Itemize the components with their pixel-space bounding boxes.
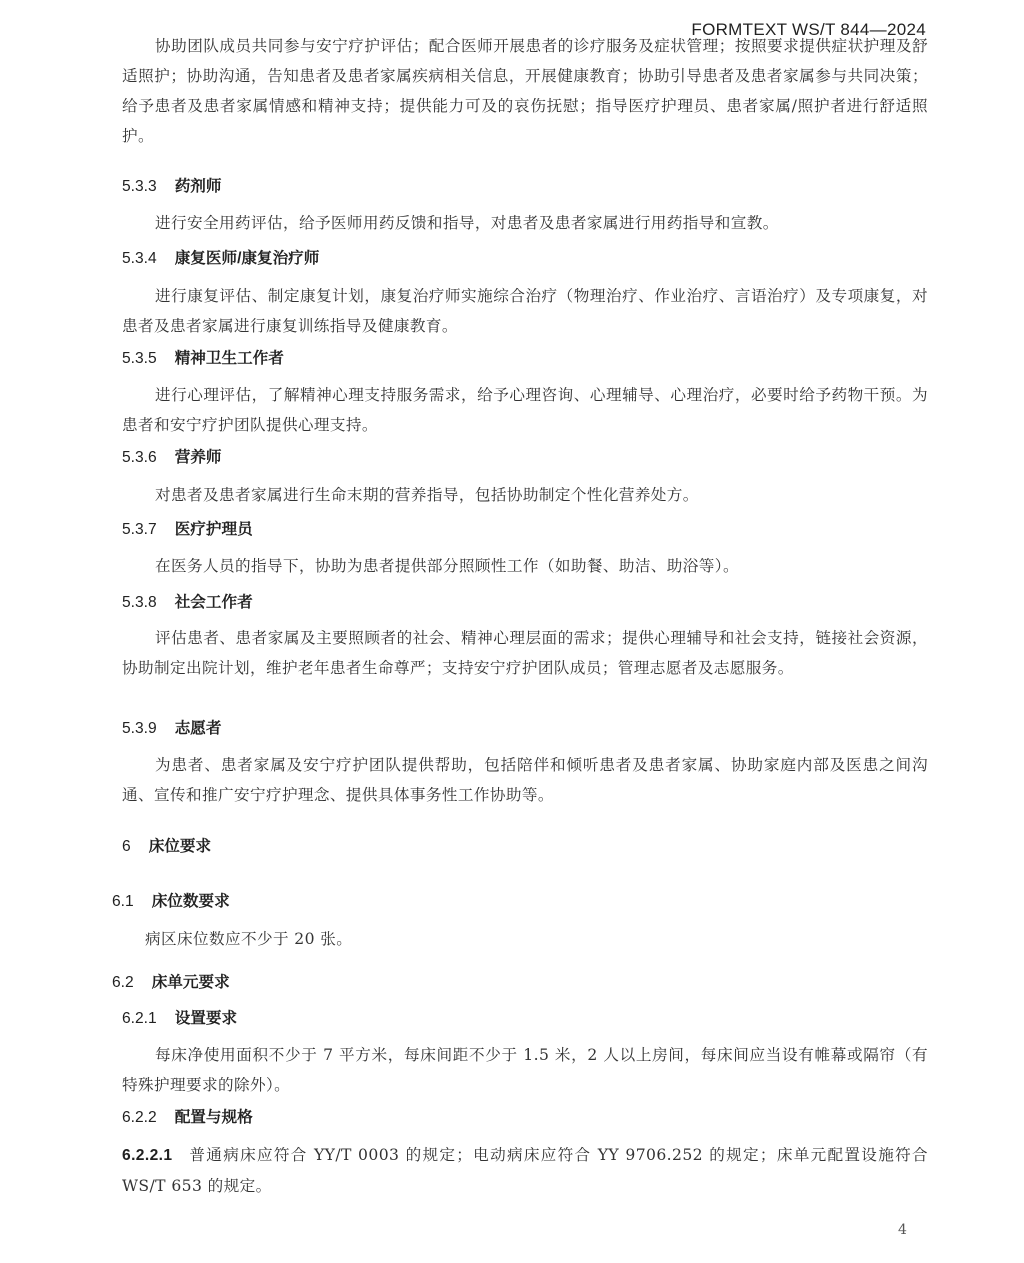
section-number: 5.3.7 [122,521,157,538]
section-heading-5-3-4 [122,247,319,271]
section-title: 精神卫生工作者 [174,350,284,367]
section-body-5-3-3: 进行安全用药评估，给予医师用药反馈和指导，对患者及患者家属进行用药指导和宣教。 [155,214,779,232]
section-number: 5.3.6 [122,449,157,466]
section-heading-6-1 [112,890,230,914]
page-number: 4 [898,1222,907,1238]
section-number: 5.3.4 [122,250,157,267]
section-number: 5.3.9 [122,720,157,737]
chapter-number: 6 [122,838,131,855]
chapter-title: 床位要求 [148,838,212,855]
section-title: 床位数要求 [151,893,230,910]
section-number: 5.3.8 [122,594,157,611]
section-number: 6.2.2 [122,1109,157,1126]
section-title: 康复医师/康复治疗师 [174,250,320,267]
section-body-5-3-4: 进行康复评估、制定康复计划，康复治疗师实施综合治疗（物理治疗、作业治疗、言语治疗）及专项康复，对患者及患者家属进行康复训练指导及健康教育。 [122,287,928,335]
section-number: 5.3.5 [122,350,157,367]
section-number: 6.1 [112,893,134,910]
section-heading-5-3-7 [122,518,253,542]
section-title: 药剂师 [174,178,222,195]
clause-6-2-2-1 [122,1140,928,1201]
section-title: 设置要求 [174,1010,238,1027]
section-heading-6-2 [112,971,230,995]
section-number: 5.3.3 [122,178,157,195]
section-number: 6.2 [112,974,134,991]
section-heading-6-2-2 [122,1106,253,1130]
chapter-heading-6 [122,835,211,859]
section-title: 营养师 [174,449,222,466]
section-body-5-3-6: 对患者及患者家属进行生命末期的营养指导，包括协助制定个性化营养处方。 [155,486,699,504]
section-heading-6-2-1 [122,1007,237,1031]
section-heading-5-3-9 [122,717,221,741]
section-title: 志愿者 [174,720,222,737]
section-body-5-3-8: 评估患者、患者家属及主要照顾者的社会、精神心理层面的需求；提供心理辅导和社会支持，链接社会资源，协助制定出院计划，维护老年患者生命尊严；支持安宁疗护团队成员；管理志愿者及志愿服务。 [122,629,928,677]
section-title: 社会工作者 [174,594,253,611]
clause-text: 普通病床应符合 YY/T 0003 的规定；电动病床应符合 YY 9706.252 的规定；床单元配置设施符合 WS/T 653 的规定。 [122,1146,928,1195]
section-title: 医疗护理员 [174,521,253,538]
section-body-5-3-5: 进行心理评估，了解精神心理支持服务需求，给予心理咨询、心理辅导、心理治疗，必要时给予药物干预。为患者和安宁疗护团队提供心理支持。 [122,386,928,434]
clause-number: 6.2.2.1 [122,1147,173,1164]
document-code-header: FORMTEXT WS/T 844—2024 [691,20,926,39]
section-body-6-2-1: 每床净使用面积不少于 7 平方米，每床间距不少于 1.5 米，2 人以上房间，每床间应当设有帷幕或隔帘（有特殊护理要求的除外）。 [122,1046,928,1094]
section-heading-5-3-6 [122,446,221,470]
section-body-5-3-9: 为患者、患者家属及安宁疗护团队提供帮助，包括陪伴和倾听患者及患者家属、协助家庭内部及医患之间沟通、宣传和推广安宁疗护理念、提供具体事务性工作协助等。 [122,756,928,804]
section-title: 配置与规格 [174,1109,253,1126]
section-body-5-3-7: 在医务人员的指导下，协助为患者提供部分照顾性工作（如助餐、助洁、助浴等）。 [155,557,739,575]
section-body-6-1: 病区床位数应不少于 20 张。 [145,930,353,948]
section-number: 6.2.1 [122,1010,157,1027]
intro-paragraph: 协助团队成员共同参与安宁疗护评估；配合医师开展患者的诊疗服务及症状管理；按照要求提供症状护理及舒适照护；协助沟通，告知患者及患者家属疾病相关信息，开展健康教育；协助引导患者及患者家属参与共同决策；给予患者及患者家属情感和精神支持；提供能力可及的哀伤抚慰；指导医疗护理员、患者家属/照护者进行舒适照护。 [122,37,928,145]
section-title: 床单元要求 [151,974,230,991]
section-heading-5-3-5 [122,347,284,371]
section-heading-5-3-3 [122,175,221,199]
section-heading-5-3-8 [122,591,253,615]
